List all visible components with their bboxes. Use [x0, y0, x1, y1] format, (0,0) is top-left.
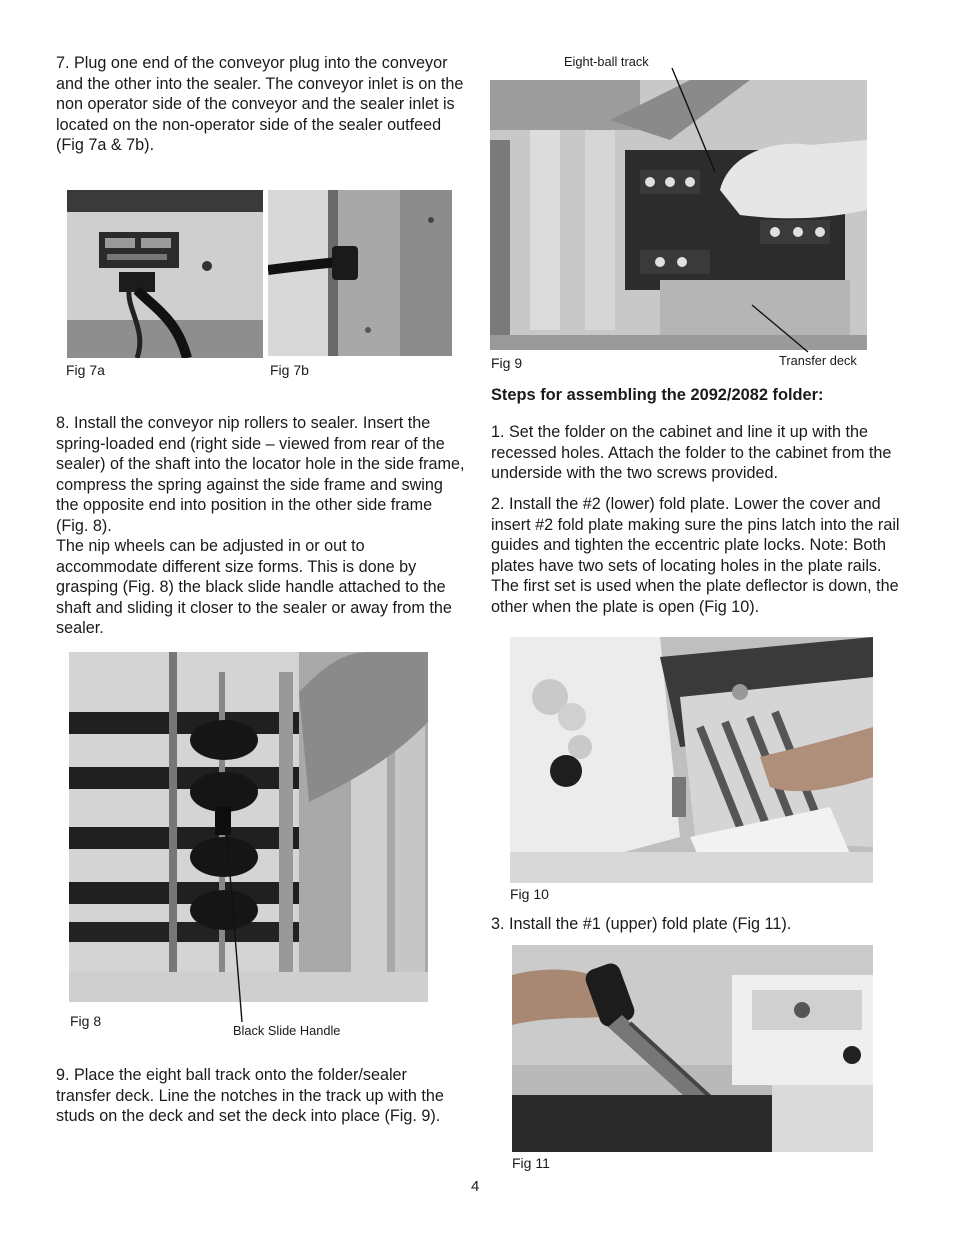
fig-9-callout-transfer-deck: Transfer deck [779, 353, 857, 368]
fig-9-photo [490, 80, 867, 350]
fig-8-caption: Fig 8 [70, 1013, 102, 1029]
fig-11-photo [512, 945, 873, 1152]
step-9-text: 9. Place the eight ball track onto the folder/sealer transfer deck. Line the notches in the track up with the studs on the deck and set the deck into place (Fig. 9). [56, 1066, 444, 1126]
step-7-text: 7. Plug one end of the conveyor plug into the conveyor and the other into the sealer. The conveyor inlet is on the non operator side of the conveyor and the sealer inlet is located on the non-operator side of the sealer outfeed (Fig 7a & 7b). [56, 54, 464, 155]
fig-7a-photo [67, 190, 263, 358]
fig-11-caption: Fig 11 [512, 1155, 550, 1171]
fig-7a-caption: Fig 7a [66, 362, 105, 378]
folder-step-2-text: 2. Install the #2 (lower) fold plate. Lower the cover and insert #2 fold plate making sure the pins latch into the rail guides and tighten the eccentric plate locks. Note: Both plates have two sets of locating holes in the plate rails. The first set is used when the plate deflector is down, the other when the plate is open (Fig 10). [491, 495, 900, 616]
fig-7b-caption: Fig 7b [270, 362, 309, 378]
folder-assembly-heading: Steps for assembling the 2092/2082 folder: [491, 386, 824, 404]
page-number: 4 [471, 1178, 480, 1195]
fig-7b-photo [268, 190, 452, 356]
fig-9-caption: Fig 9 [491, 355, 523, 371]
folder-step-3-text: 3. Install the #1 (upper) fold plate (Fig 11). [491, 915, 792, 933]
folder-step-1-text: 1. Set the folder on the cabinet and line it up with the recessed holes. Attach the folder to the cabinet from the underside with the two screws provided. [491, 423, 892, 483]
step-8-text: 8. Install the conveyor nip rollers to sealer. Insert the spring-loaded end (right side – viewed from rear of the sealer) of the shaft into the locator hole in the side frame, compress the spring against the side frame and swing the opposite end into position in the other side frame (Fig. 8). [56, 414, 465, 535]
fig-9-callout-eight-ball-track: Eight-ball track [564, 54, 649, 69]
fig-10-photo [510, 637, 873, 883]
step-8-adjust-text: The nip wheels can be adjusted in or out to accommodate different size forms. This is done by grasping (Fig. 8) the black slide handle attached to the shaft and sliding it closer to the sealer or away from the sealer. [56, 537, 452, 638]
fig-10-caption: Fig 10 [510, 886, 549, 902]
fig-8-callout-black-slide-handle: Black Slide Handle [233, 1023, 341, 1038]
fig-8-photo [69, 652, 428, 1002]
